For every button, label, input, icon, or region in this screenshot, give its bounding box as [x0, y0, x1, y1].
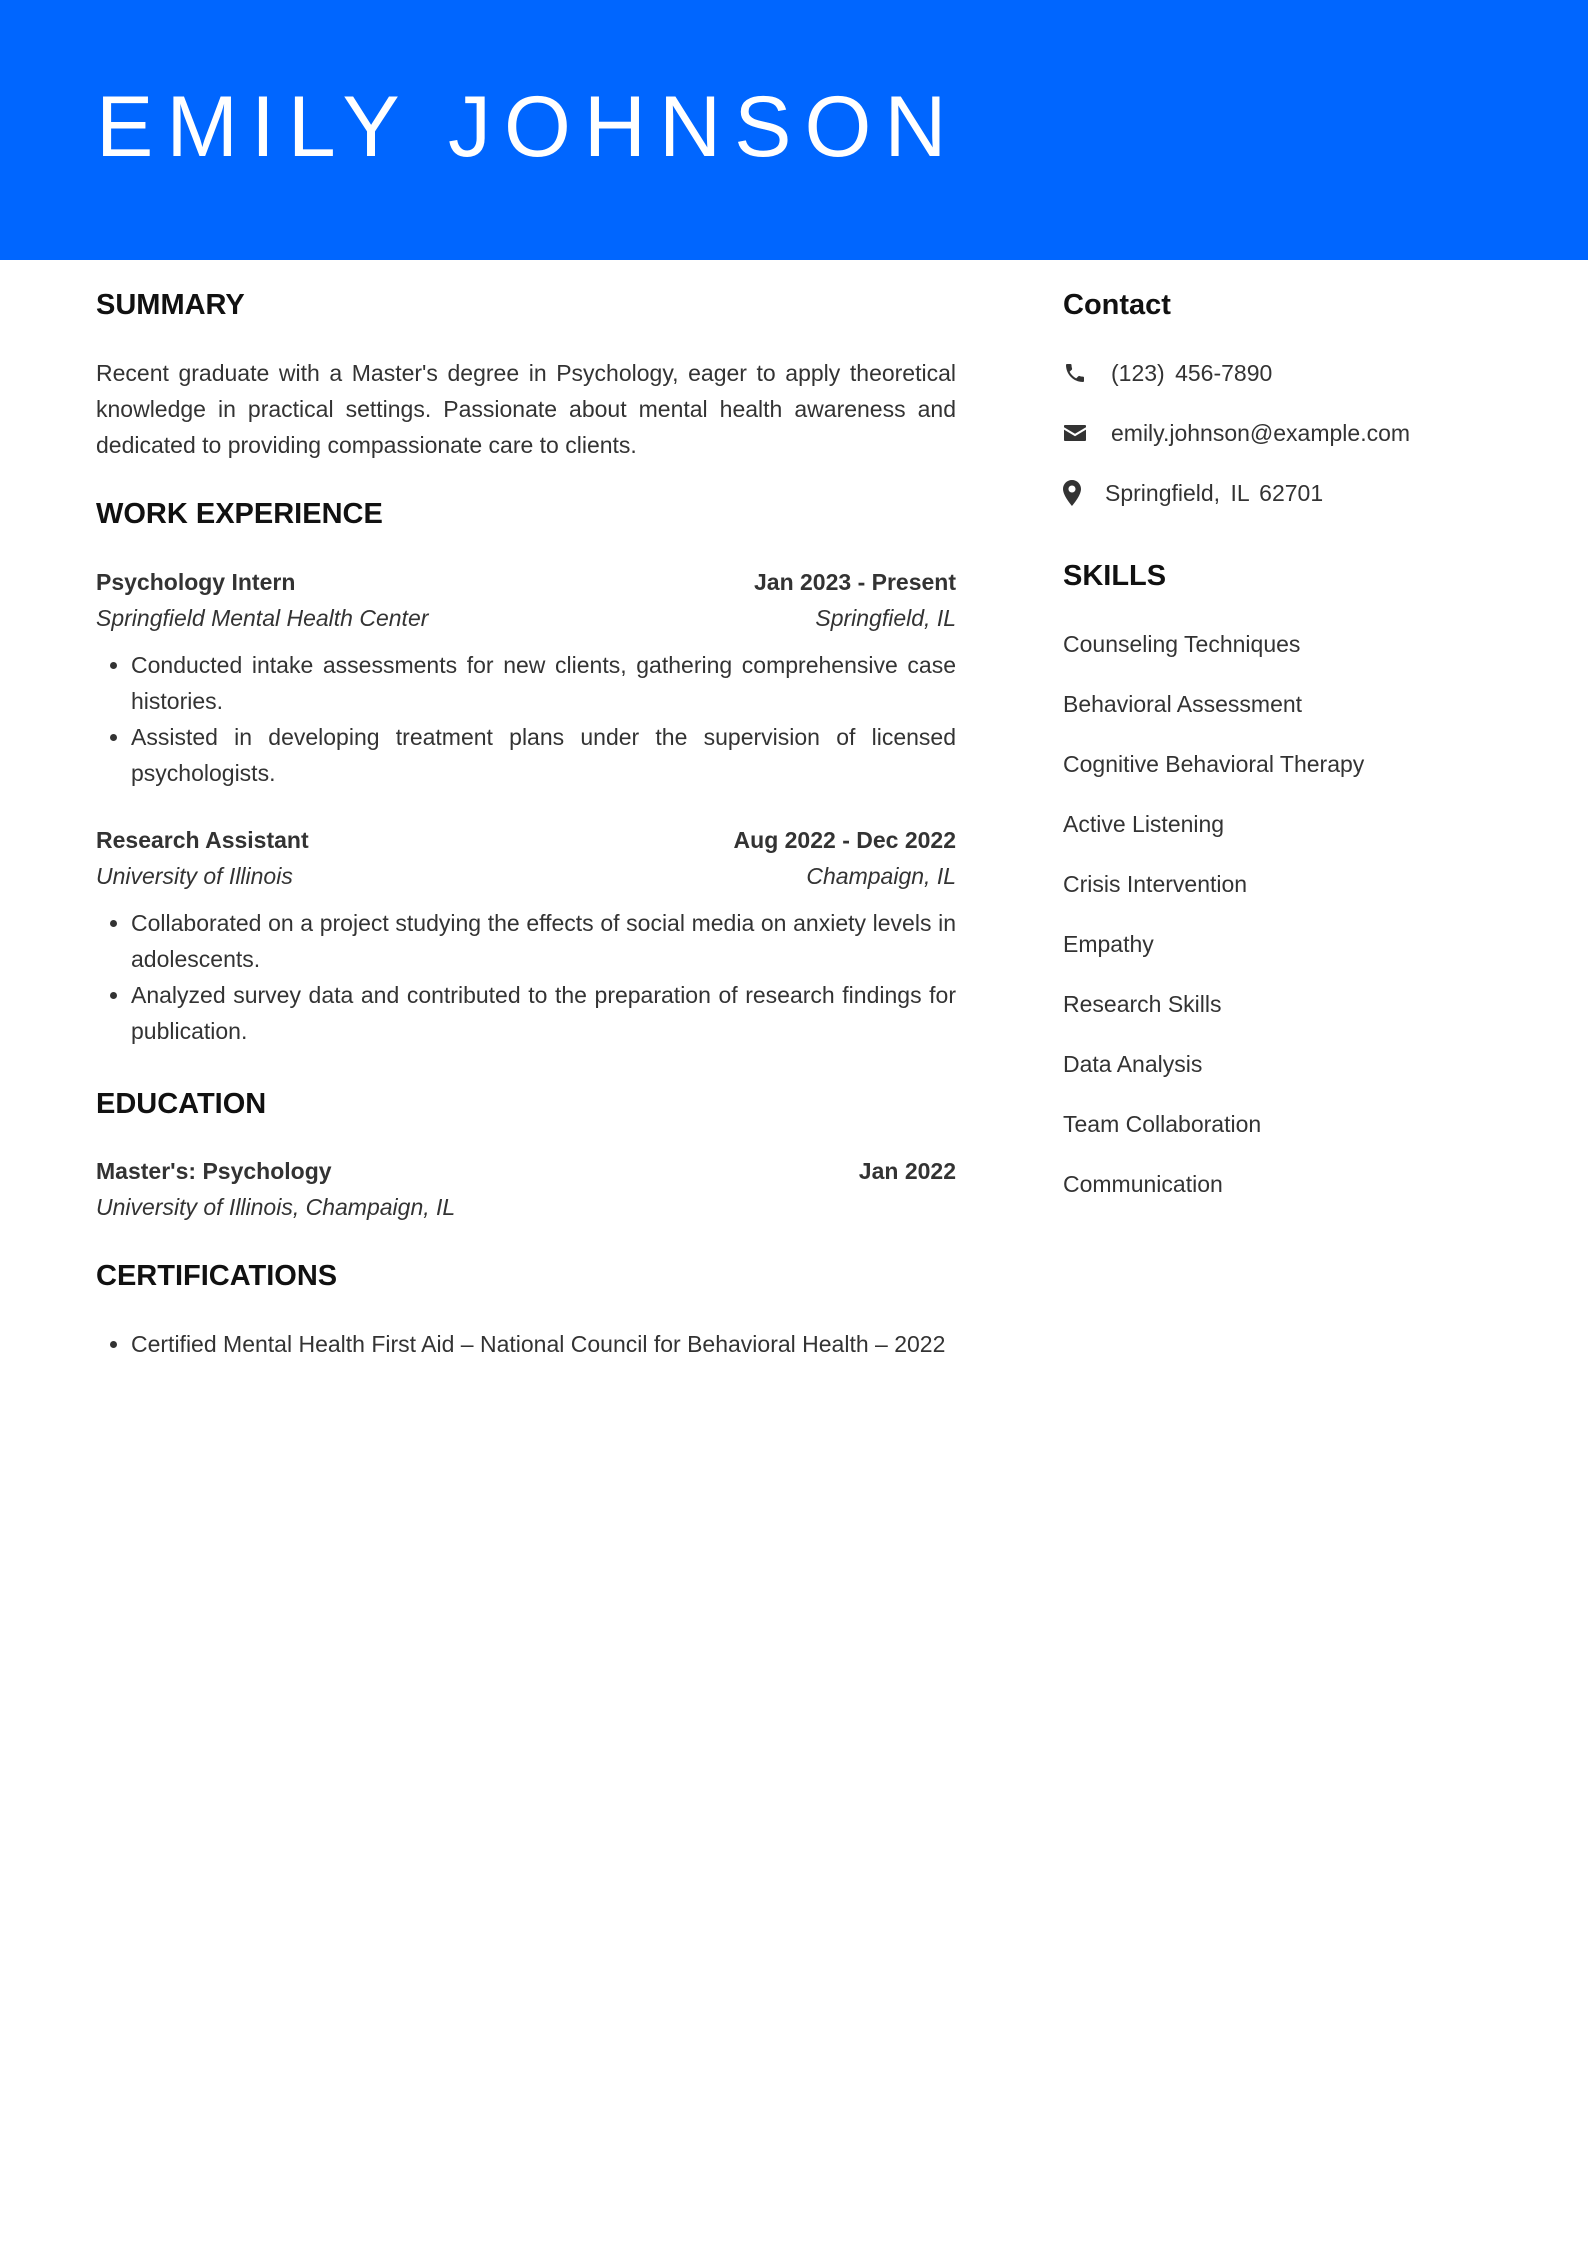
contact-phone — [1063, 355, 1503, 391]
skill-item: Research Skills — [1063, 990, 1222, 1017]
contact-section — [1063, 288, 1503, 511]
job-entry — [96, 564, 956, 791]
education-section — [96, 1087, 956, 1226]
job-location: Champaign, IL — [806, 862, 956, 889]
degree-date: Jan 2022 — [858, 1158, 956, 1185]
skill-item: Crisis Intervention — [1063, 870, 1248, 897]
job-bullets — [96, 647, 956, 791]
certifications-heading: CERTIFICATIONS — [96, 1260, 338, 1293]
skills-heading: SKILLS — [1063, 559, 1167, 592]
skill-item: Active Listening — [1063, 810, 1225, 837]
contact-email — [1063, 415, 1503, 451]
address: Springfield, IL 62701 — [1105, 479, 1324, 506]
job-dates: Jan 2023 - Present — [753, 568, 956, 595]
skill-item: Counseling Techniques — [1063, 630, 1301, 657]
sidebar-column — [1063, 288, 1503, 1226]
header-banner — [0, 0, 1588, 260]
job-organization: University of Illinois — [96, 862, 293, 889]
candidate-name: EMILY JOHNSON — [96, 79, 960, 175]
phone-icon — [1063, 360, 1089, 386]
envelope-icon — [1063, 420, 1089, 446]
summary-text: Recent graduate with a Master's degree in Psychology, eager to apply theoretical knowledge in practical settings. Passionate about mental health awareness and dedicated to providing compassionate care to clients. — [96, 359, 956, 458]
skill-item: Behavioral Assessment — [1063, 690, 1303, 717]
job-bullets — [96, 905, 956, 1049]
certification-list — [96, 1326, 956, 1362]
summary-heading: SUMMARY — [96, 289, 245, 321]
job-role: Research Assistant — [96, 826, 309, 853]
skill-item: Cognitive Behavioral Therapy — [1063, 750, 1365, 777]
job-bullet: • Assisted in developing treatment plans under the supervision of licensed psychologists. — [131, 719, 956, 791]
job-bullet: • Conducted intake assessments for new clients, gathering comprehensive case histories. — [131, 647, 956, 719]
work-experience-heading: WORK EXPERIENCE — [96, 497, 383, 530]
degree-row — [96, 1153, 956, 1189]
school: University of Illinois, Champaign, IL — [96, 1194, 456, 1221]
degree: Master's: Psychology — [96, 1158, 332, 1185]
skills-list — [1063, 626, 1503, 1202]
job-title-row — [96, 822, 956, 858]
job-org-row — [96, 858, 956, 894]
job-location: Springfield, IL — [815, 604, 956, 631]
school-row — [96, 1189, 956, 1225]
phone-number[interactable]: (123) 456-7890 — [1111, 359, 1273, 386]
job-title-row — [96, 564, 956, 600]
certification-item: • Certified Mental Health First Aid – National Council for Behavioral Health – 2022 — [131, 1326, 956, 1362]
map-pin-icon — [1063, 480, 1083, 506]
job-organization: Springfield Mental Health Center — [96, 604, 429, 631]
job-entry — [96, 822, 956, 1049]
skill-item: Communication — [1063, 1170, 1223, 1197]
contact-address — [1063, 475, 1503, 511]
contact-heading: Contact — [1063, 289, 1171, 321]
skills-section — [1063, 559, 1503, 1202]
main-column — [96, 288, 956, 1362]
job-org-row — [96, 600, 956, 636]
education-heading: EDUCATION — [96, 1087, 267, 1120]
job-bullet: • Collaborated on a project studying the effects of social media on anxiety levels in adolescents. — [131, 905, 956, 977]
email-address[interactable]: emily.johnson@example.com — [1111, 419, 1411, 446]
education-entry — [96, 1153, 956, 1225]
job-bullet: • Analyzed survey data and contributed to the preparation of research findings for publication. — [131, 977, 956, 1049]
job-dates: Aug 2022 - Dec 2022 — [733, 826, 956, 853]
skill-item: Empathy — [1063, 930, 1154, 957]
contact-list — [1063, 355, 1503, 511]
work-experience-section — [96, 497, 956, 1049]
certifications-section — [96, 1259, 956, 1362]
skill-item: Data Analysis — [1063, 1050, 1203, 1077]
job-role: Psychology Intern — [96, 568, 296, 595]
summary-section — [96, 288, 956, 463]
skill-item: Team Collaboration — [1063, 1110, 1262, 1137]
